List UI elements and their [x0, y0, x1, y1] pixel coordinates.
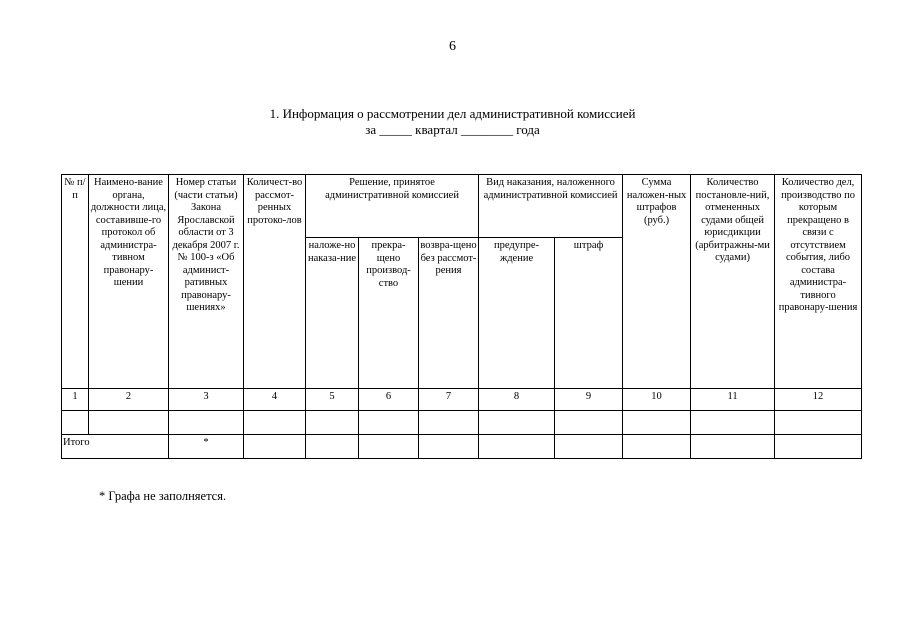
column-number: 1	[62, 389, 89, 411]
header-authority-name: Наимено-вание органа, должности лица, составивше-го протокол об администра-тивном правонару-шении	[89, 175, 169, 389]
total-label: Итого	[62, 435, 169, 459]
empty-data-row	[62, 411, 862, 435]
table-cell	[306, 411, 359, 435]
table-cell	[623, 411, 691, 435]
header-warning: предупре-ждение	[479, 238, 555, 389]
column-number: 9	[555, 389, 623, 411]
table-cell	[419, 411, 479, 435]
table-cell	[306, 435, 359, 459]
page-number: 6	[449, 39, 456, 54]
footnote: * Графа не заполняется.	[99, 489, 227, 503]
table-cell	[479, 411, 555, 435]
column-number: 4	[244, 389, 306, 411]
column-number: 3	[169, 389, 244, 411]
table-cell	[775, 435, 862, 459]
column-number: 5	[306, 389, 359, 411]
header-punishment-group: Вид наказания, наложенного административной комиссией	[479, 175, 623, 238]
table-cell	[775, 411, 862, 435]
table-cell	[169, 411, 244, 435]
header-fine: штраф	[555, 238, 623, 389]
header-fine-sum: Сумма наложен-ных штрафов (руб.)	[623, 175, 691, 389]
header-row-number: № п/п	[62, 175, 89, 389]
table-cell	[244, 435, 306, 459]
column-number: 11	[691, 389, 775, 411]
title-line-2: за _____ квартал ________ года	[365, 122, 540, 137]
header-article-number: Номер статьи (части статьи) Закона Ярославской области от 3 декабря 2007 г. № 100-з «Об админист-ративных правонару-шениях»	[169, 175, 244, 389]
total-article-cell: *	[169, 435, 244, 459]
table-cell	[359, 435, 419, 459]
header-penalty-imposed: наложе-но наказа-ние	[306, 238, 359, 389]
table-cell	[359, 411, 419, 435]
header-terminated-cases: Количество дел, производство по которым прекращено в связи с отсутствием события, либо состава администра-тивного правонару-шения	[775, 175, 862, 389]
table-cell	[419, 435, 479, 459]
column-number: 6	[359, 389, 419, 411]
report-title	[0, 106, 905, 138]
total-row	[62, 435, 862, 459]
table-cell	[479, 435, 555, 459]
table-cell	[244, 411, 306, 435]
title-line-1: 1. Информация о рассмотрении дел административной комиссией	[269, 106, 636, 121]
column-number: 2	[89, 389, 169, 411]
table-cell	[691, 411, 775, 435]
header-decision-group: Решение, принятое административной комиссией	[306, 175, 479, 238]
column-number: 8	[479, 389, 555, 411]
header-row-1	[62, 175, 862, 238]
header-returned-unreviewed: возвра-щено без рассмот-рения	[419, 238, 479, 389]
table-cell	[691, 435, 775, 459]
report-table	[61, 174, 862, 459]
header-proceedings-terminated: прекра-щено производ-ство	[359, 238, 419, 389]
table-cell	[555, 411, 623, 435]
header-cancelled-decisions: Количество постановле-ний, отмененных судами общей юрисдикции (арбитражны-ми судами)	[691, 175, 775, 389]
table-cell	[62, 411, 89, 435]
table-cell	[89, 411, 169, 435]
column-number-row	[62, 389, 862, 411]
column-number: 10	[623, 389, 691, 411]
column-number: 7	[419, 389, 479, 411]
column-number: 12	[775, 389, 862, 411]
table-cell	[555, 435, 623, 459]
table-cell	[623, 435, 691, 459]
header-protocol-count: Количест-во рассмот-ренных протоко-лов	[244, 175, 306, 389]
